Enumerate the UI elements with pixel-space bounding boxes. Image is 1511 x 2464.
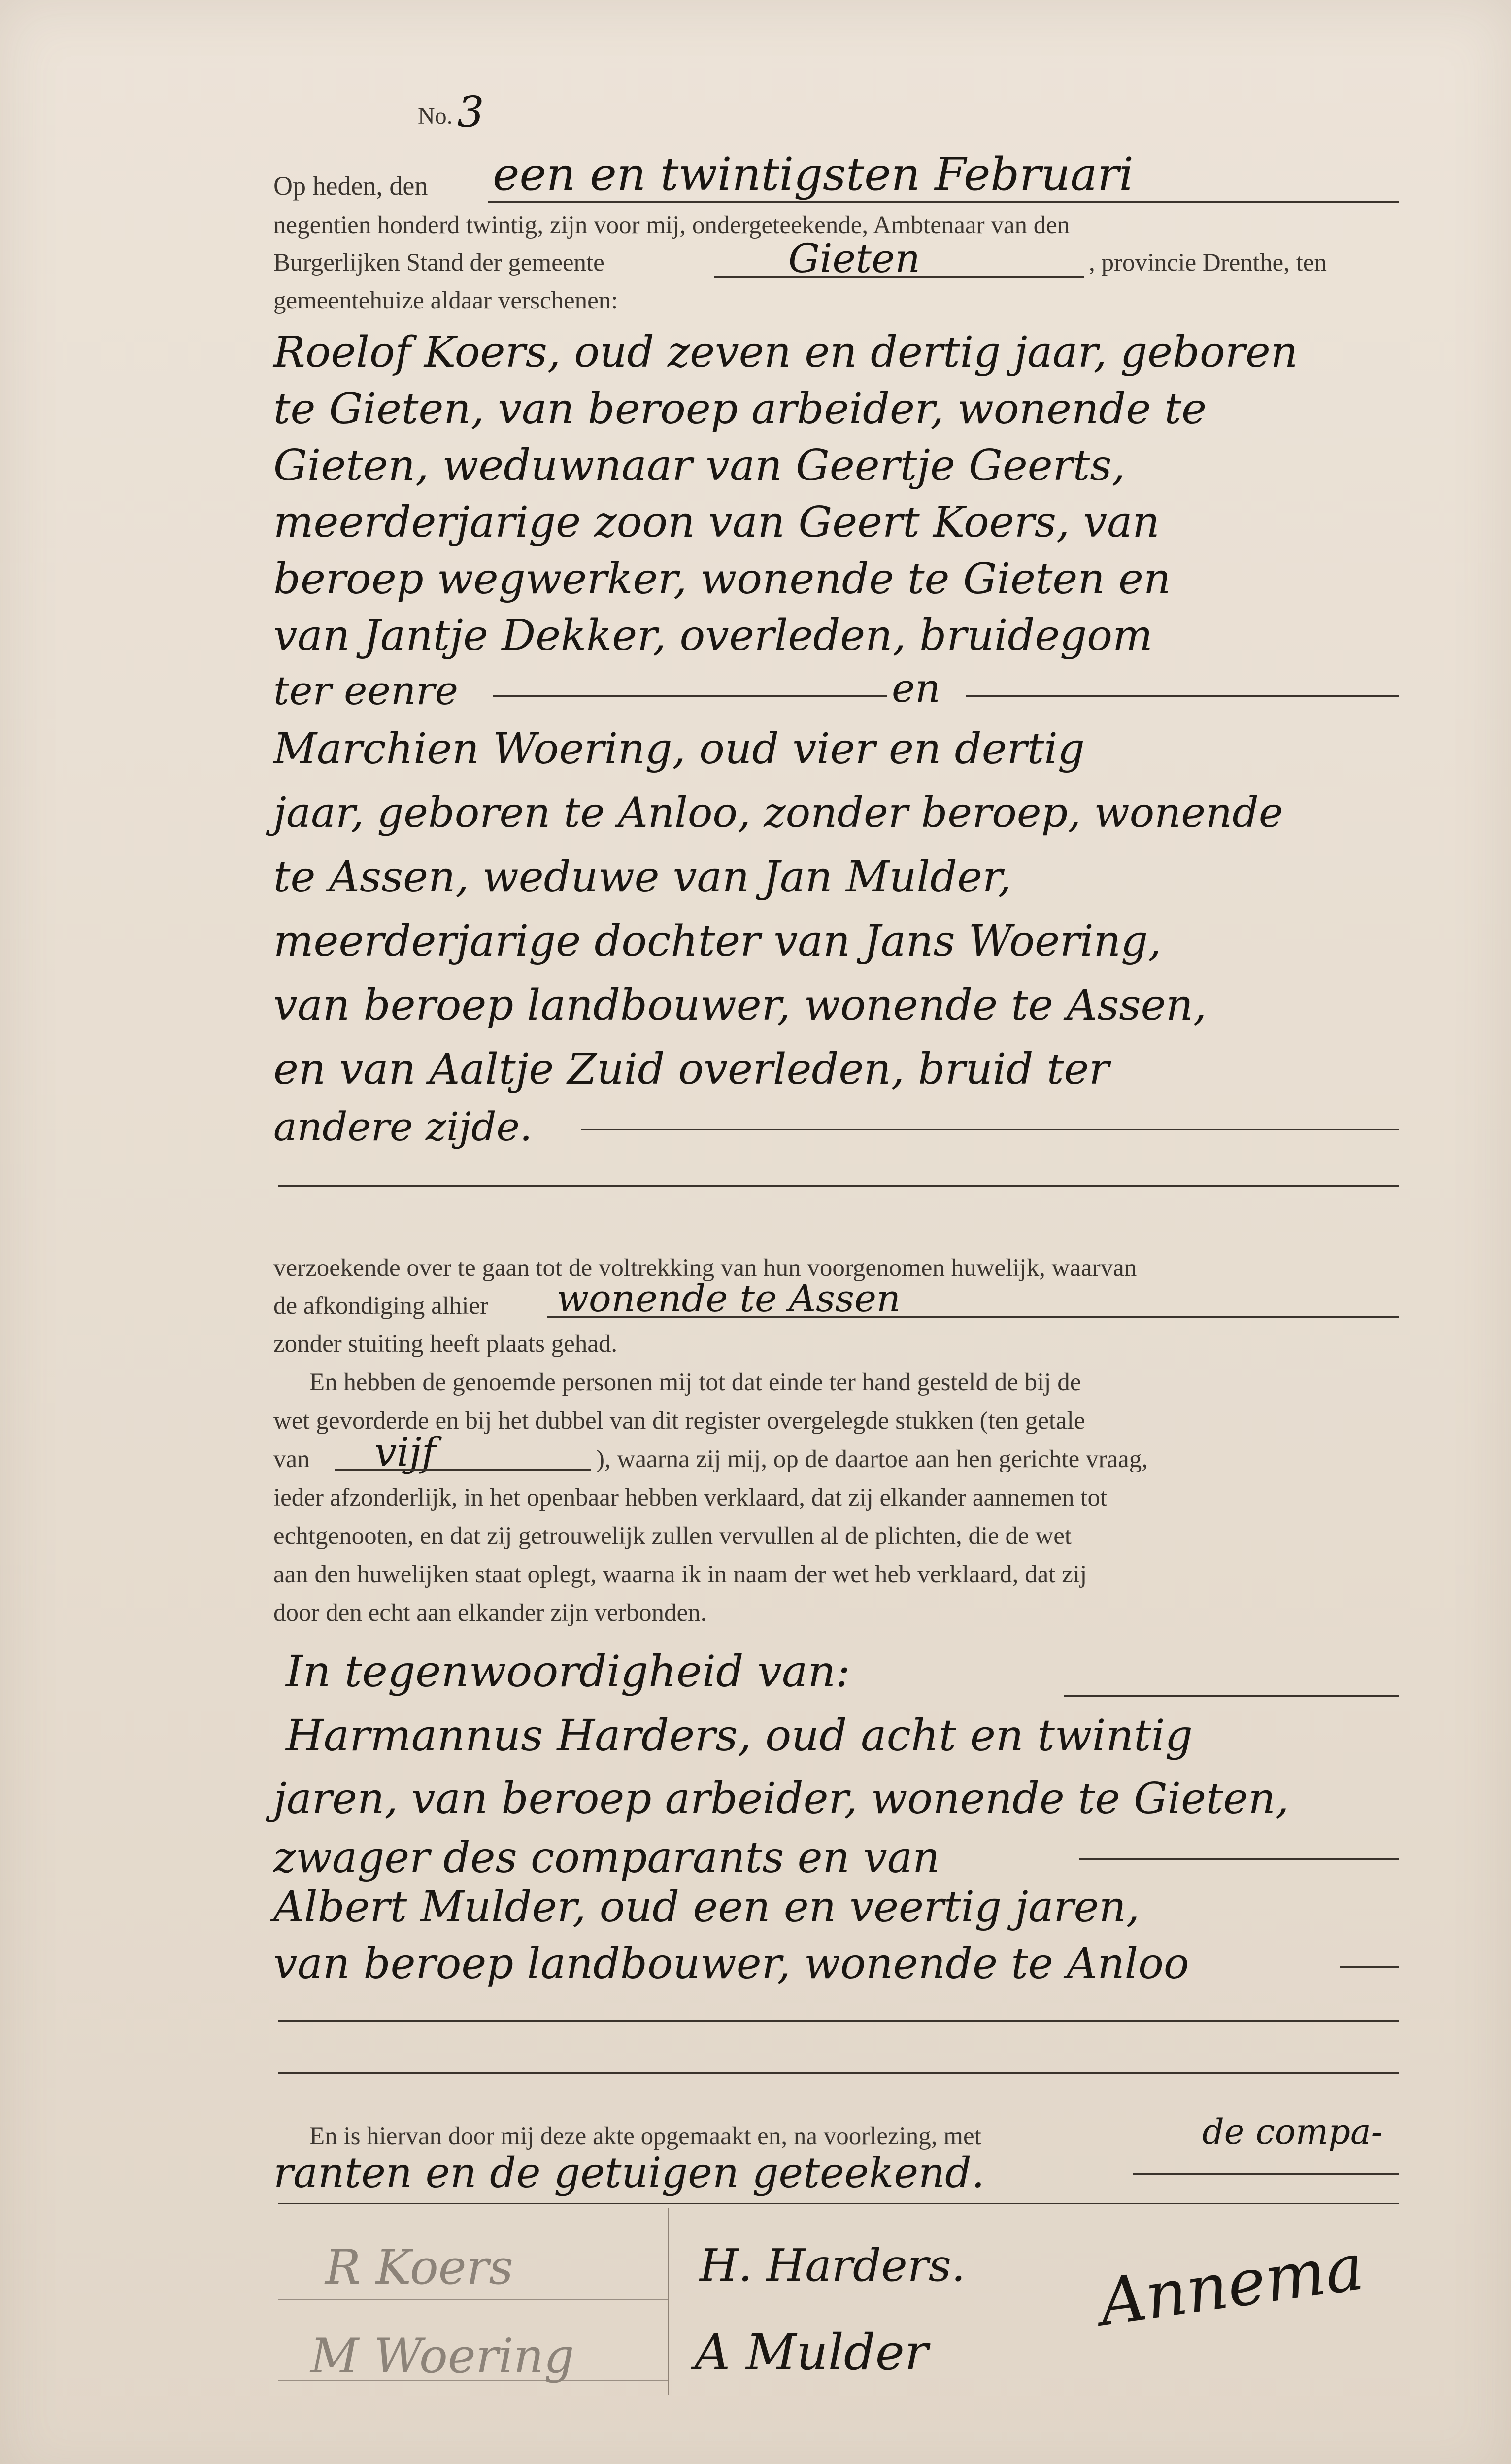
final-hand-2: ranten en de getuigen geteekend. bbox=[273, 2149, 985, 2197]
groom-line-6: van Jantje Dekker, overleden, bruidegom bbox=[273, 611, 1153, 660]
signature-witness-1: H. Harders. bbox=[700, 2240, 966, 2292]
para-line-7: ieder afzonderlijk, in het openbaar hebben verklaard, dat zij elkander aannemen tot bbox=[273, 1484, 1108, 1511]
witness-fill-line bbox=[1064, 1695, 1399, 1697]
bride-line-6: en van Aaltje Zuid overleden, bruid ter bbox=[273, 1045, 1109, 1094]
para-line-3: zonder stuiting heeft plaats gehad. bbox=[273, 1330, 618, 1358]
para-line-2-prefix: de afkondiging alhier bbox=[273, 1292, 489, 1320]
final-hand-1: de compa- bbox=[1202, 2112, 1383, 2152]
afkondiging-line bbox=[547, 1316, 1399, 1318]
record-number-label: No. bbox=[418, 103, 453, 129]
bride-line-2: jaar, geboren te Anloo, zonder beroep, wonende bbox=[273, 788, 1283, 837]
bride-line-5: van beroep landbouwer, wonende te Assen, bbox=[273, 981, 1207, 1030]
groom-line-1: Roelof Koers, oud zeven en dertig jaar, geboren bbox=[273, 328, 1298, 377]
intro-line-3-suffix: , provincie Drenthe, ten bbox=[1089, 249, 1327, 276]
signature-official: Annema bbox=[1095, 2229, 1369, 2340]
blank-line-3 bbox=[278, 2072, 1399, 2074]
afkondiging-place: wonende te Assen bbox=[557, 1276, 901, 1320]
para-line-1: verzoekende over te gaan tot de voltrekking van hun voorgenomen huwelijk, waarvan bbox=[273, 1254, 1137, 1282]
groom-line-5: beroep wegwerker, wonende te Gieten en bbox=[273, 554, 1171, 604]
bride-line-1: Marchien Woering, oud vier en dertig bbox=[273, 724, 1085, 774]
intro-line-4: gemeentehuize aldaar verschenen: bbox=[273, 287, 618, 314]
date-line bbox=[488, 201, 1399, 203]
stukken-line bbox=[335, 1469, 591, 1471]
gemeente-name: Gieten bbox=[788, 236, 920, 281]
para-line-8: echtgenooten, en dat zij getrouwelijk zullen vervullen al de plichten, die de wet bbox=[273, 1522, 1072, 1550]
groom-line-3: Gieten, weduwnaar van Geertje Geerts, bbox=[273, 441, 1125, 490]
witness-line-1: In tegenwoordigheid van: bbox=[286, 1646, 850, 1697]
witness-fill-line-2 bbox=[1079, 1858, 1399, 1860]
groom-fill-line-2 bbox=[966, 695, 1399, 697]
blank-line-1 bbox=[278, 1185, 1399, 1187]
record-number-value: 3 bbox=[457, 88, 484, 137]
bride-line-7: andere zijde. bbox=[273, 1104, 533, 1150]
gemeente-line bbox=[714, 276, 1084, 278]
para-line-4: En hebben de genoemde personen mij tot dat einde ter hand gesteld de bij de bbox=[309, 1369, 1081, 1396]
groom-line-2: te Gieten, van beroep arbeider, wonende te bbox=[273, 384, 1207, 434]
para-line-6-suffix: ), waarna zij mij, op de daartoe aan hen gerichte vraag, bbox=[596, 1445, 1148, 1473]
marriage-date: een en twintigsten Februari bbox=[493, 148, 1134, 201]
witness-fill-line-3 bbox=[1340, 1966, 1399, 1968]
signature-divider bbox=[668, 2208, 669, 2395]
groom-fill-line-1 bbox=[493, 695, 887, 697]
para-line-10: door den echt aan elkander zijn verbonden. bbox=[273, 1599, 707, 1627]
witness-line-3: jaren, van beroep arbeider, wonende te Gieten, bbox=[273, 1774, 1289, 1823]
groom-connector: en bbox=[892, 665, 940, 711]
witness-line-6: van beroep landbouwer, wonende te Anloo bbox=[273, 1939, 1189, 1988]
final-fill-line bbox=[1133, 2173, 1399, 2175]
signature-witness-2: A Mulder bbox=[695, 2324, 928, 2381]
groom-line-7: ter eenre bbox=[273, 668, 458, 714]
intro-line-3-prefix: Burgerlijken Stand der gemeente bbox=[273, 249, 604, 276]
final-line-prefix: En is hiervan door mij deze akte opgemaakt en, na voorlezing, met bbox=[309, 2122, 981, 2150]
signature-groom: R Koers bbox=[325, 2240, 513, 2295]
witness-line-4: zwager des comparants en van bbox=[273, 1833, 940, 1882]
para-line-9: aan den huwelijken staat oplegt, waarna ik in naam der wet heb verklaard, dat zij bbox=[273, 1561, 1087, 1588]
signature-row-line bbox=[278, 2299, 668, 2300]
blank-line-2 bbox=[278, 2020, 1399, 2022]
witness-line-5: Albert Mulder, oud een en veertig jaren, bbox=[273, 1882, 1140, 1932]
stukken-count: vijf bbox=[374, 1429, 437, 1475]
intro-line-2: negentien honderd twintig, zijn voor mij, ondergeteekende, Ambtenaar van den bbox=[273, 211, 1070, 239]
groom-line-4: meerderjarige zoon van Geert Koers, van bbox=[273, 498, 1160, 547]
signature-bride: M Woering bbox=[310, 2328, 574, 2384]
signature-top-line bbox=[278, 2203, 1399, 2204]
para-line-6-prefix: van bbox=[273, 1445, 310, 1473]
witness-line-2: Harmannus Harders, oud acht en twintig bbox=[286, 1710, 1193, 1761]
para-line-5: wet gevorderde en bij het dubbel van dit register overgelegde stukken (ten getale bbox=[273, 1407, 1085, 1435]
bride-fill-line bbox=[581, 1129, 1399, 1130]
intro-line: Op heden, den bbox=[273, 171, 428, 201]
bride-line-3: te Assen, weduwe van Jan Mulder, bbox=[273, 853, 1011, 902]
bride-line-4: meerderjarige dochter van Jans Woering, bbox=[273, 917, 1162, 966]
